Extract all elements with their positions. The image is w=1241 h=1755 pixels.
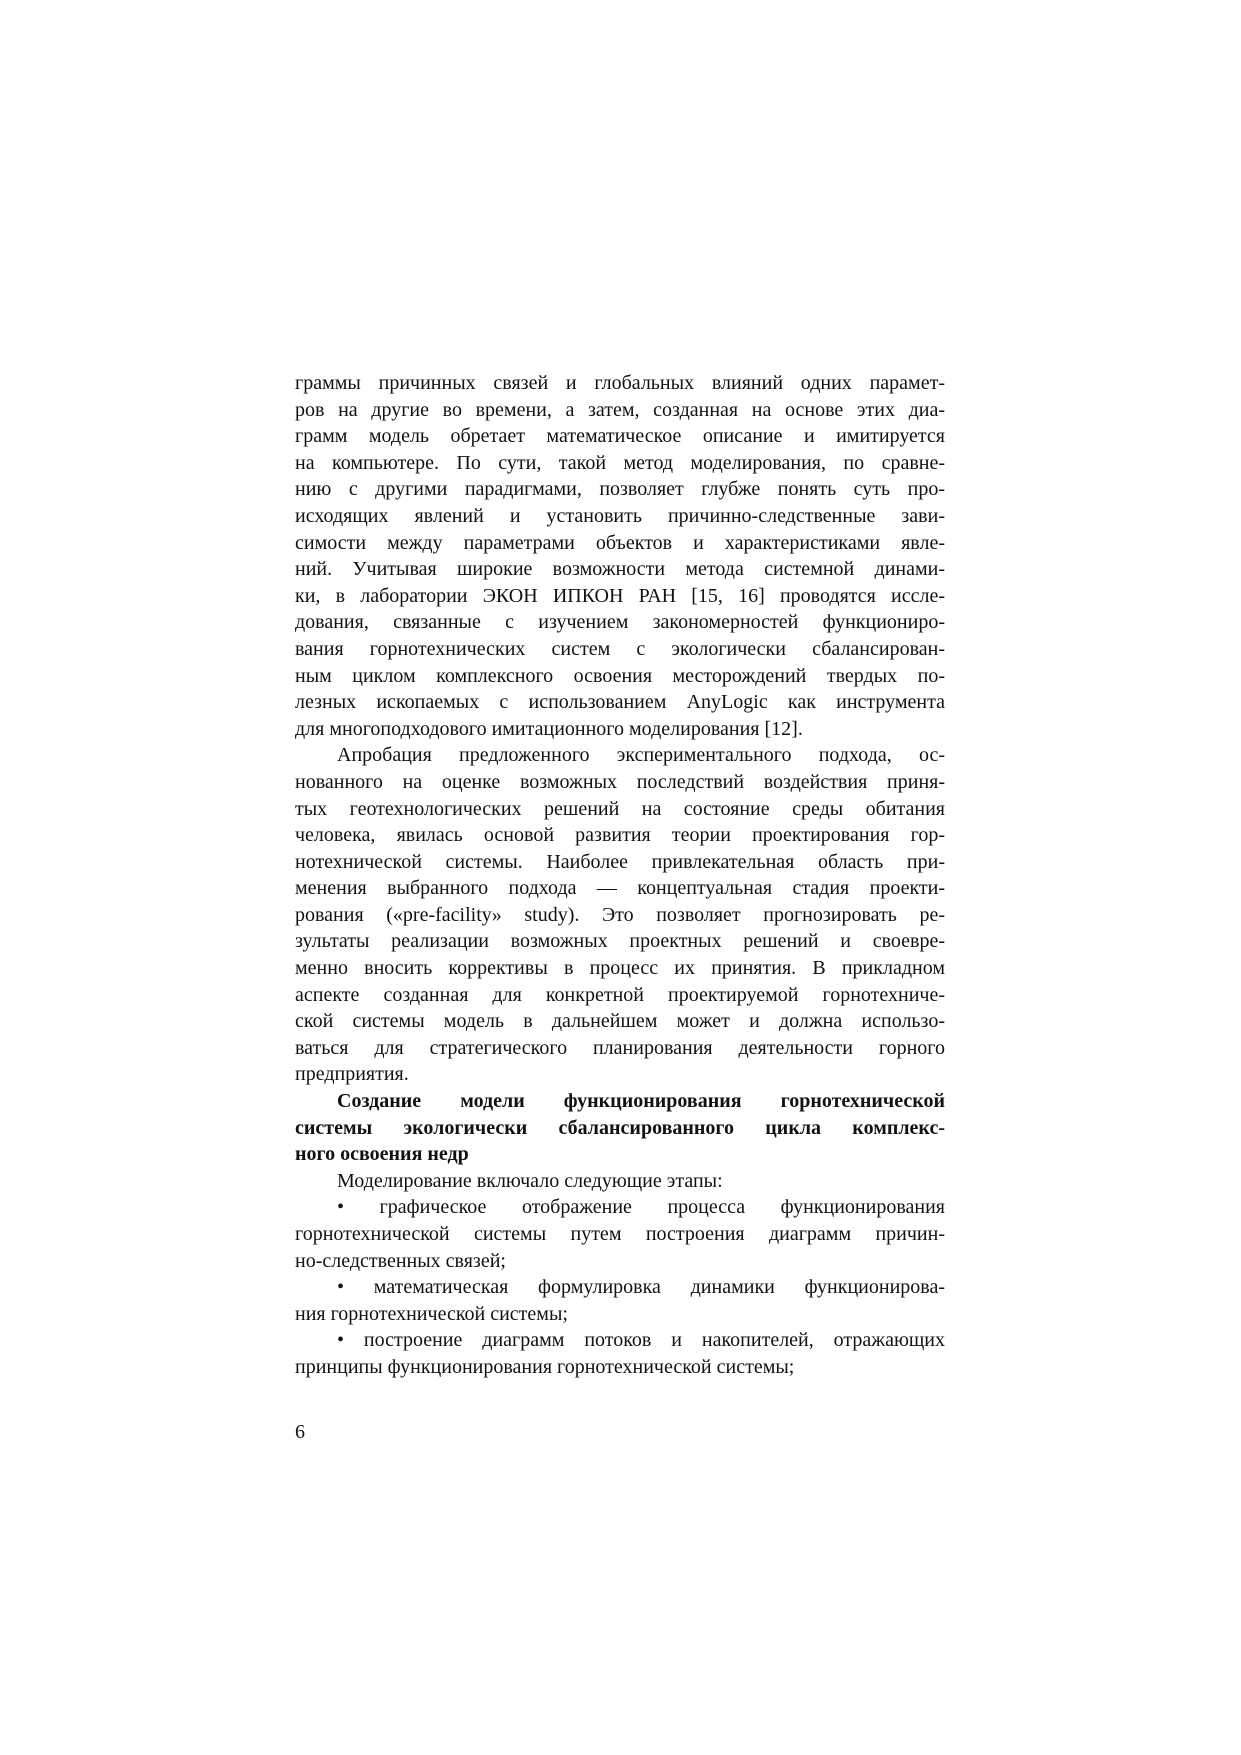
text-line: зультаты реализации возможных проектных решений и своевре- <box>295 930 945 953</box>
text-line: грамм модель обретает математическое описание и имитируется <box>295 425 945 448</box>
text-line: аспекте созданная для конкретной проектируемой горнотехниче- <box>295 983 945 1006</box>
heading-line: Создание модели функционирования горнотехнической <box>337 1090 945 1113</box>
paragraph-approbation <box>295 742 945 1088</box>
text-line: ным циклом комплексного освоения месторождений твердых по- <box>295 664 945 687</box>
body-text <box>295 370 945 1381</box>
text-line: исходящих явлений и установить причинно-следственные зави- <box>295 504 945 527</box>
heading-line: ного освоения недр <box>295 1143 469 1166</box>
text-line: человека, явилась основой развития теории проектирования гор- <box>295 824 945 847</box>
paragraph-system-dynamics <box>295 370 945 742</box>
text-line: нованного на оценке возможных последствий воздействия приня- <box>295 770 945 793</box>
text-line: ваться для стратегического планирования деятельности горного <box>295 1036 945 1059</box>
text-line: вания горнотехнических систем с экологически сбалансирован- <box>295 637 945 660</box>
list-item <box>295 1327 945 1380</box>
text-line: граммы причинных связей и глобальных влияний одних парамет- <box>295 372 945 394</box>
text-line: ской системы модель в дальнейшем может и должна использо- <box>295 1010 945 1033</box>
text-line: • математическая формулировка динамики функционирова- <box>337 1276 945 1299</box>
text-line: симости между параметрами объектов и характеристиками явле- <box>295 531 945 554</box>
text-line: ки, в лаборатории ЭКОН ИПКОН РАН [15, 16] проводятся иссле- <box>295 584 945 607</box>
list-item <box>295 1274 945 1327</box>
paragraph-modeling-stages <box>295 1168 945 1195</box>
text-line: ния горнотехнической системы; <box>295 1302 568 1325</box>
text-line: нотехнической системы. Наиболее привлекательная область при- <box>295 850 945 873</box>
text-line: для многоподходового имитационного моделирования [12]. <box>295 717 803 740</box>
text-line: Моделирование включало следующие этапы: <box>337 1169 723 1192</box>
text-line: принципы функционирования горнотехнической системы; <box>295 1355 795 1378</box>
text-line: ний. Учитывая широкие возможности метода системной динами- <box>295 558 945 581</box>
heading-line: системы экологически сбалансированного цикла комплекс- <box>295 1116 945 1139</box>
list-item <box>295 1194 945 1274</box>
text-line: • графическое отображение процесса функционирования <box>337 1196 945 1219</box>
page-number: 6 <box>295 1421 305 1443</box>
text-line: но-следственных связей; <box>295 1249 506 1272</box>
section-heading <box>295 1088 945 1168</box>
text-line: на компьютере. По сути, такой метод моделирования, по сравне- <box>295 451 945 474</box>
text-line: предприятия. <box>295 1063 409 1086</box>
text-line: ров на другие во времени, а затем, созданная на основе этих диа- <box>295 398 945 421</box>
text-line: лезных ископаемых с использованием AnyLogic как инструмента <box>295 691 945 714</box>
text-line: рования («pre-facility» study). Это позволяет прогнозировать ре- <box>295 903 945 926</box>
text-line: Апробация предложенного экспериментального подхода, ос- <box>337 744 945 767</box>
text-line: менения выбранного подхода — концептуальная стадия проекти- <box>295 877 945 900</box>
text-line: менно вносить коррективы в процесс их принятия. В прикладном <box>295 957 945 980</box>
text-line: тых геотехнологических решений на состояние среды обитания <box>295 797 945 820</box>
text-line: • построение диаграмм потоков и накопителей, отражающих <box>337 1329 945 1352</box>
text-line: горнотехнической системы путем построения диаграмм причин- <box>295 1223 945 1245</box>
text-line: дования, связанные с изучением закономерностей функциониро- <box>295 611 945 634</box>
text-line: нию с другими парадигмами, позволяет глубже понять суть про- <box>295 478 945 501</box>
